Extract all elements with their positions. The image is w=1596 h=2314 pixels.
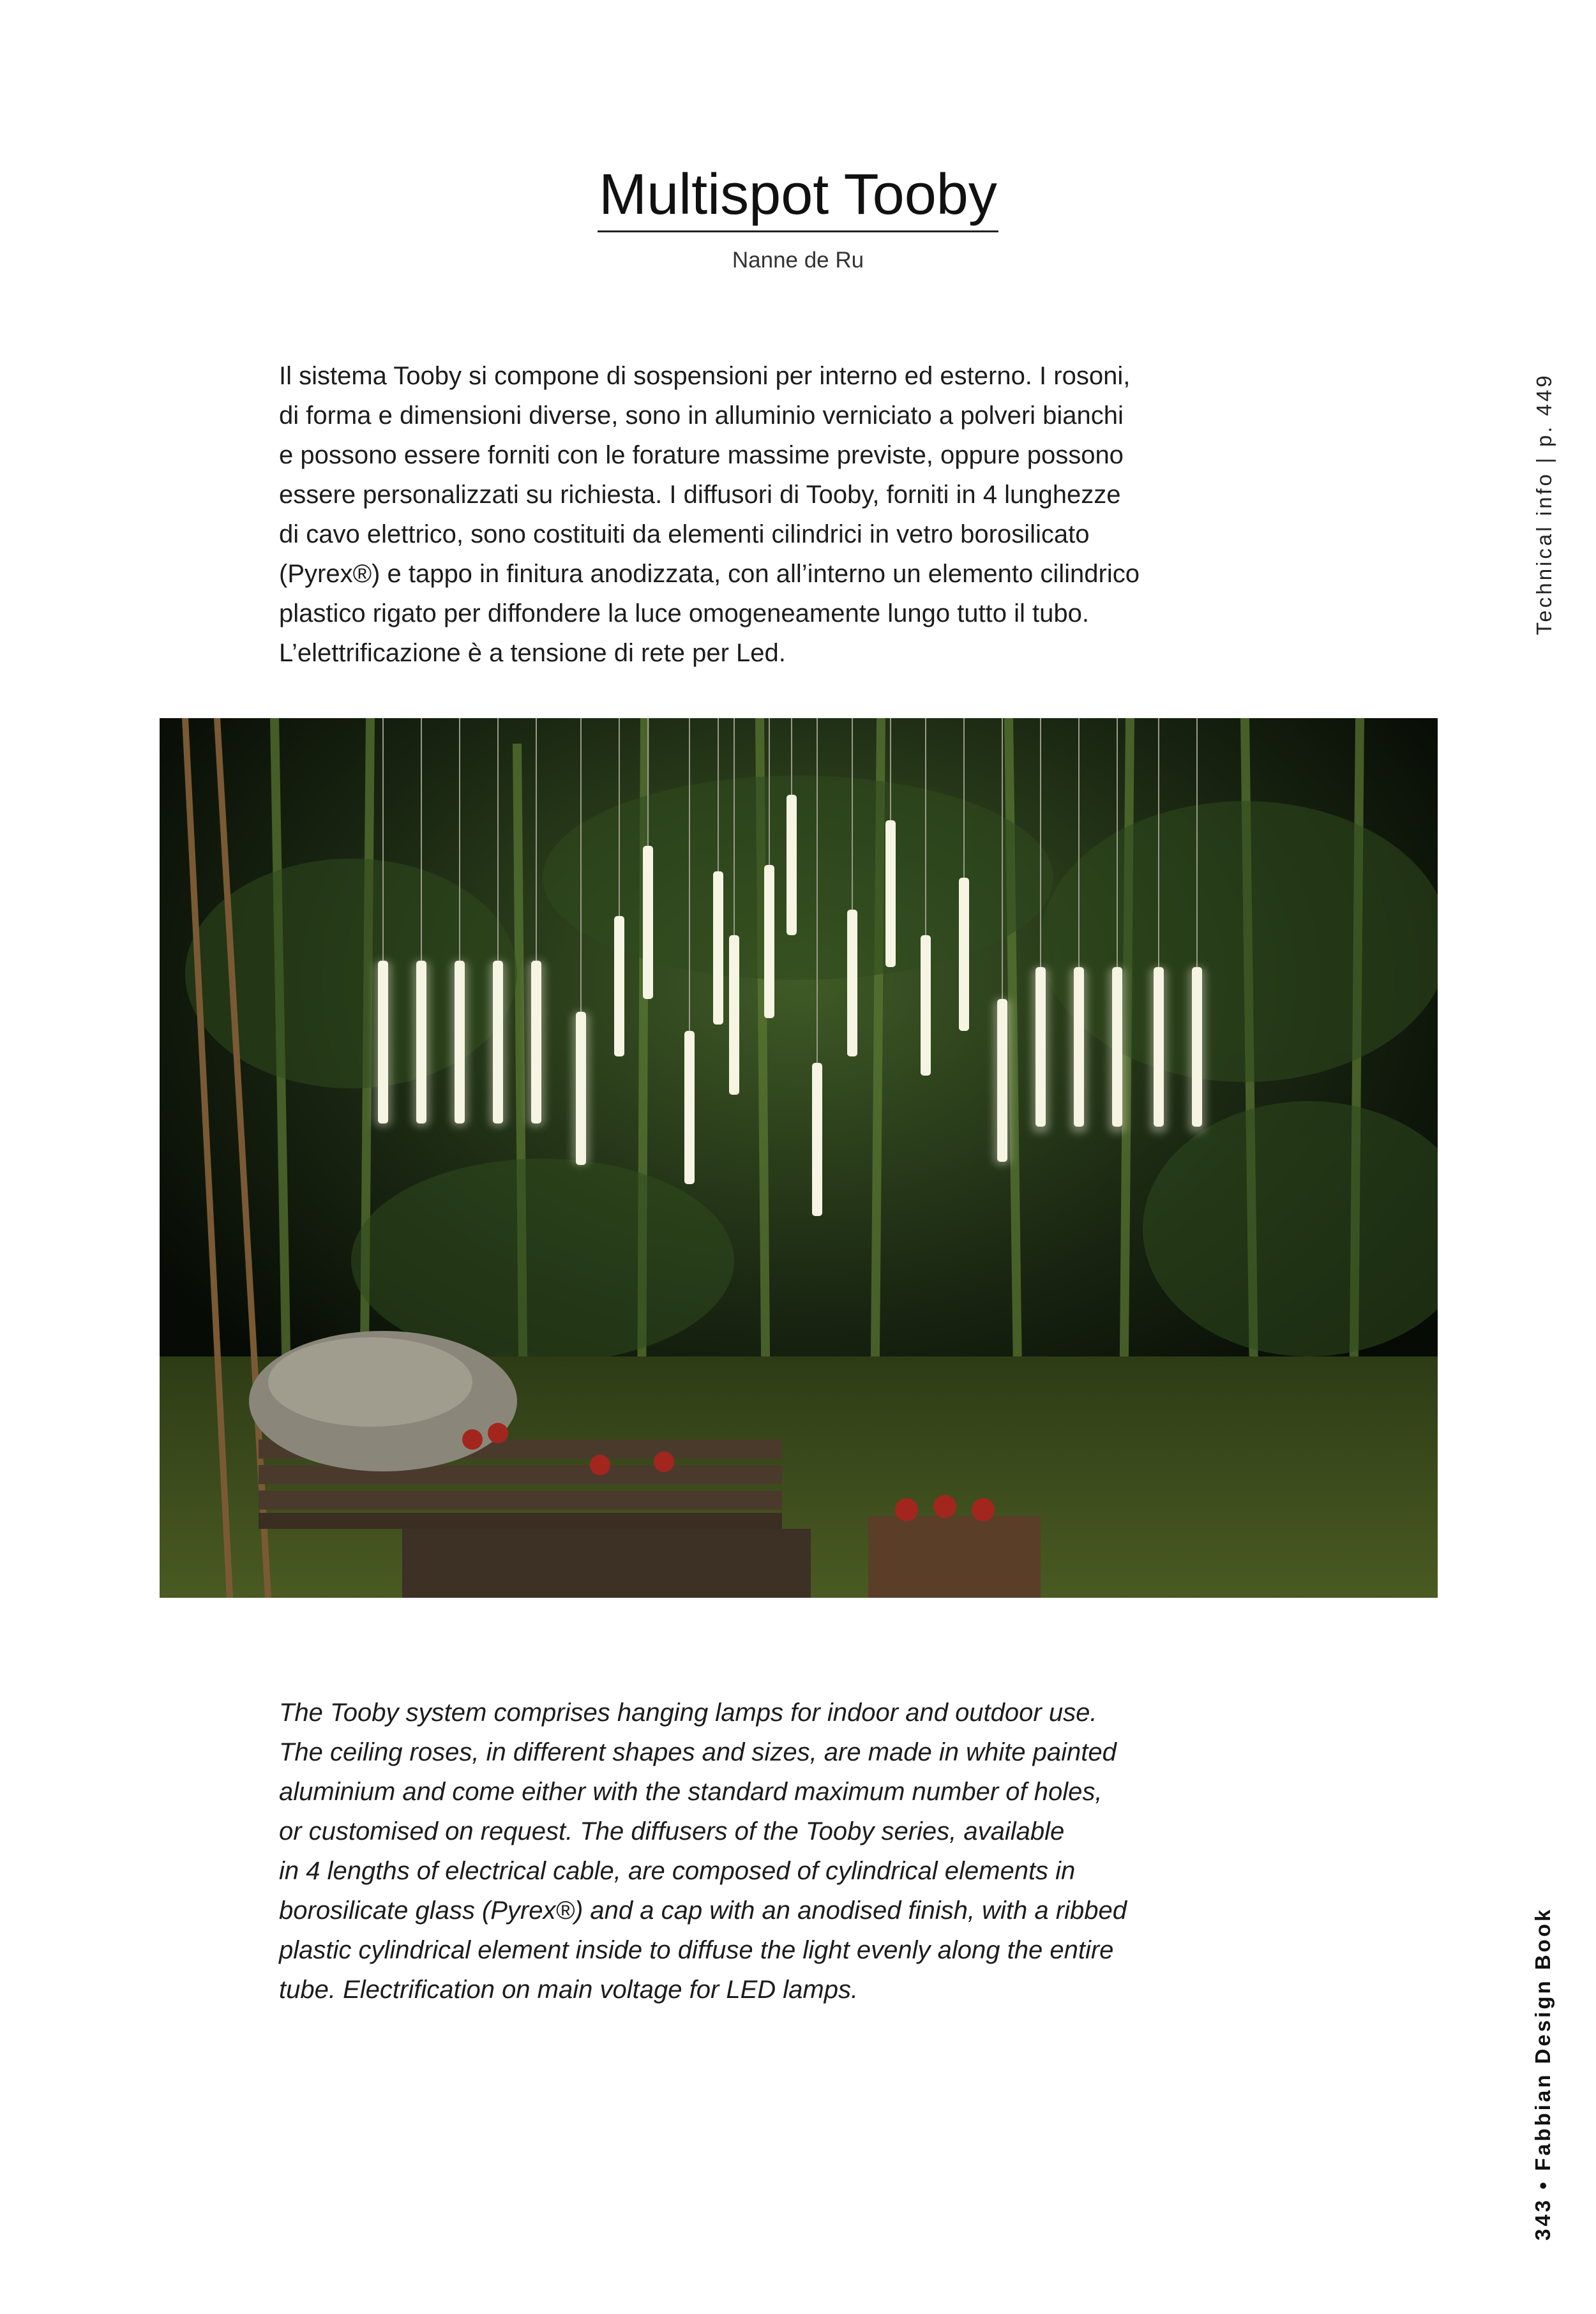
text-line: Il sistema Tooby si compone di sospensioni per interno ed esterno. I rosoni, bbox=[279, 362, 1131, 390]
text-line: e possono essere forniti con le forature massime previste, oppure possono bbox=[279, 441, 1124, 469]
text-line: aluminium and come either with the standard maximum number of holes, bbox=[279, 1778, 1103, 1806]
page-footer bbox=[1531, 1907, 1555, 2241]
book-title: Fabbian Design Book bbox=[1531, 1907, 1555, 2172]
separator-bullet: • bbox=[1531, 2179, 1555, 2190]
text-line: di cavo elettrico, sono costituiti da elementi cilindrici in vetro borosilicato bbox=[279, 520, 1090, 548]
text-line: di forma e dimensioni diverse, sono in alluminio verniciato a polveri bianchi bbox=[279, 402, 1124, 430]
product-photo bbox=[160, 718, 1438, 1598]
page-title bbox=[0, 160, 1596, 230]
technical-info-link[interactable]: Technical info | p. 449 bbox=[1532, 373, 1556, 635]
text-line: tube. Electrification on main voltage for LED lamps. bbox=[279, 1976, 859, 2004]
text-line: plastico rigato per diffondere la luce omogeneamente lungo tutto il tubo. bbox=[279, 599, 1089, 627]
text-line: L’elettrificazione è a tensione di rete per Led. bbox=[279, 639, 786, 667]
text-line: or customised on request. The diffusers of the Tooby series, available bbox=[279, 1817, 1065, 1845]
text-line: The ceiling roses, in different shapes and sizes, are made in white painted bbox=[279, 1738, 1117, 1766]
text-line: plastic cylindrical element inside to diffuse the light evenly along the entire bbox=[279, 1936, 1114, 1964]
garden-scene-illustration bbox=[160, 718, 1438, 1598]
page-title-text: Multispot Tooby bbox=[598, 163, 998, 232]
page-number: 343 bbox=[1531, 2197, 1555, 2241]
burlap-sack bbox=[249, 1331, 517, 1471]
text-line: The Tooby system comprises hanging lamps for indoor and outdoor use. bbox=[279, 1699, 1097, 1727]
text-line: borosilicate glass (Pyrex®) and a cap with an anodised finish, with a ribbed bbox=[279, 1897, 1127, 1925]
text-line: essere personalizzati su richiesta. I diffusori di Tooby, forniti in 4 lunghezze bbox=[279, 481, 1121, 509]
description-english bbox=[279, 1693, 1198, 2010]
designer-name: Nanne de Ru bbox=[732, 248, 864, 273]
description-italian bbox=[279, 356, 1198, 673]
text-line: in 4 lengths of electrical cable, are composed of cylindrical elements in bbox=[279, 1857, 1076, 1885]
text-line: (Pyrex®) e tappo in finitura anodizzata, con all’interno un elemento cilindrico bbox=[279, 560, 1140, 588]
